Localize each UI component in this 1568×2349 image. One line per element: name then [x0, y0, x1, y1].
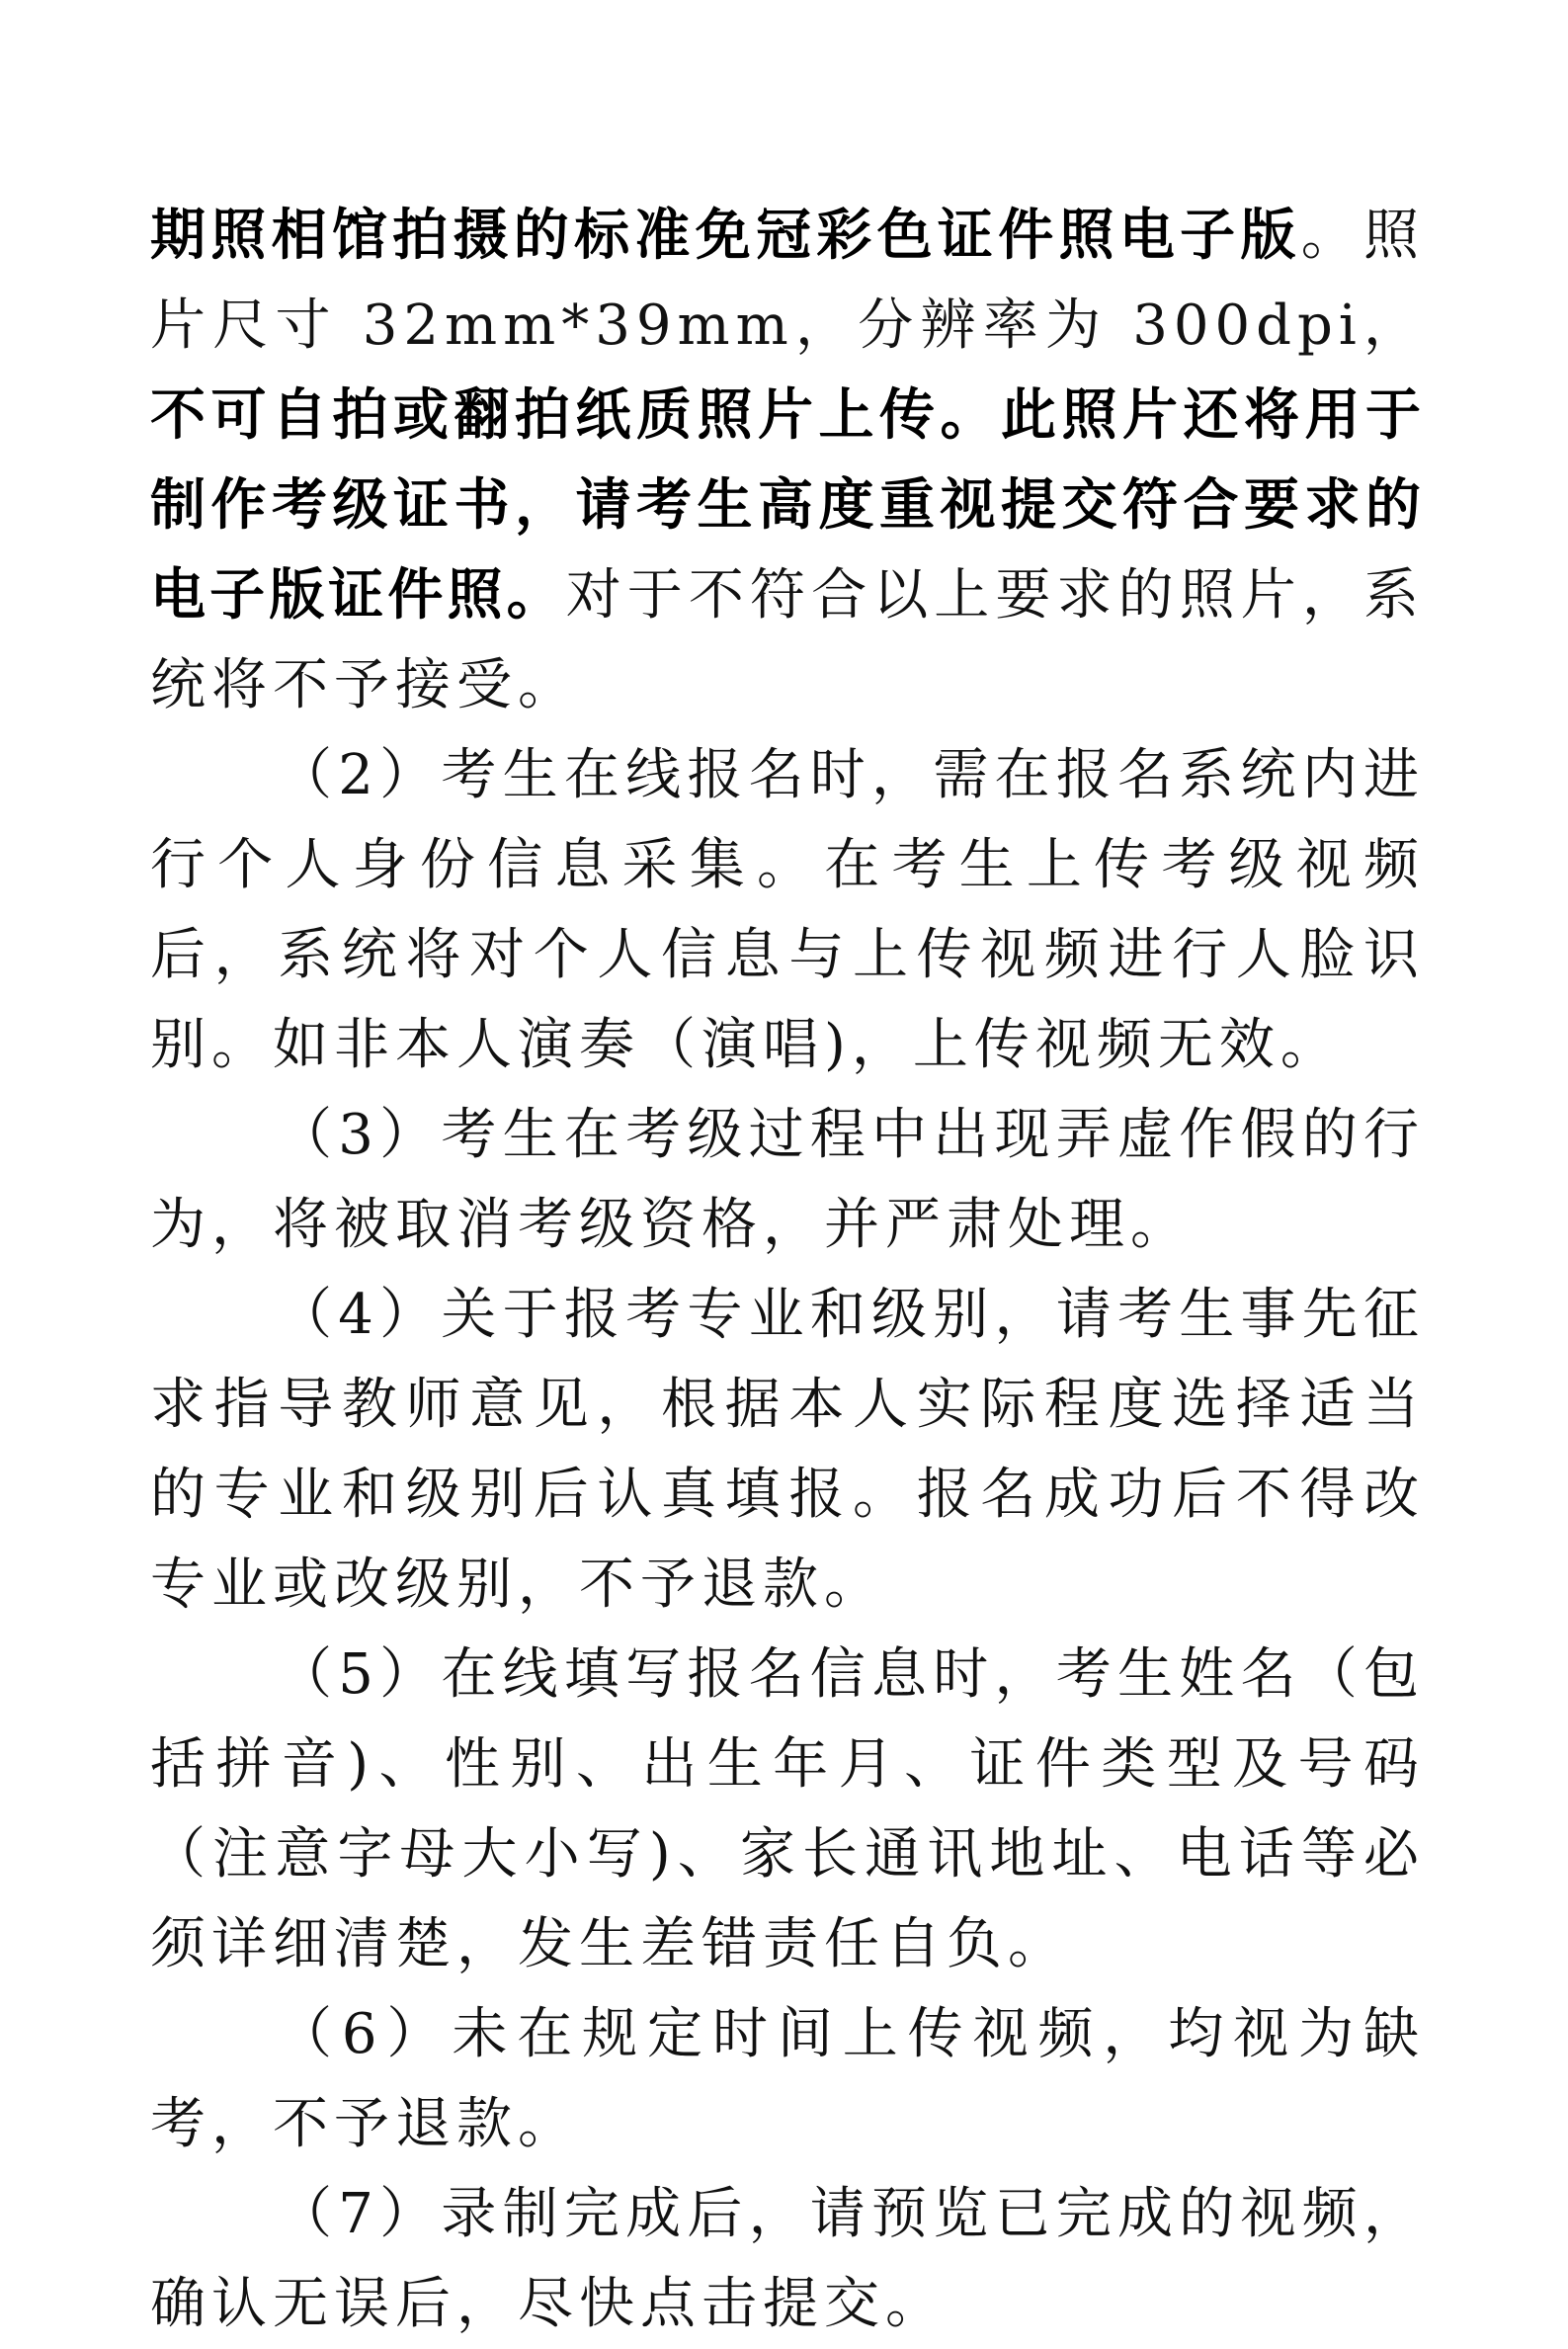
paragraph-photo-requirements: [150, 191, 1425, 730]
paragraph-item-3: （3）考生在考级过程中出现弄虚作假的行为，将被取消考级资格，并严肃处理。: [150, 1103, 1425, 1257]
paragraph-item-4: （4）关于报考专业和级别，请考生事先征求指导教师意见，根据本人实际程度选择适当的专业和级别后认真填报。报名成功后不得改专业或改级别，不予退款。: [150, 1283, 1425, 1617]
paragraph-item-6: （6）未在规定时间上传视频，均视为缺考，不予退款。: [150, 2002, 1425, 2156]
paragraph-item-5: （5）在线填写报名信息时，考生姓名（包括拼音)、性别、出生年月、证件类型及号码（注意字母大小写)、家长通讯地址、电话等必须详细清楚，发生差错责任自负。: [150, 1642, 1425, 1976]
document-body: [150, 191, 1425, 2349]
intro-text-3: 。照片尺寸 32mm*39mm，分辨率为 300dpi，: [150, 204, 1426, 358]
intro-text-1: 期照相馆拍摄的标准: [150, 204, 696, 268]
intro-text-2: 免冠彩色证件照电子版: [695, 204, 1301, 268]
paragraph-item-2: （2）考生在线报名时，需在报名系统内进行个人身份信息采集。在考生上传考级视频后，系统将对个人信息与上传视频进行人脸识别。如非本人演奏（演唱)，上传视频无效。: [150, 743, 1425, 1077]
intro-text-4: 不可自拍或翻拍纸质照片上传。此照片还将用于制作考级证书，请考生高度重视提交符合要求的电子版证件照。: [150, 383, 1425, 628]
intro-text-5: 对于不符合以上要求的照片，系统将不予接受。: [150, 563, 1426, 717]
paragraph-item-7: （7）录制完成后，请预览已完成的视频，确认无误后，尽快点击提交。: [150, 2182, 1425, 2336]
